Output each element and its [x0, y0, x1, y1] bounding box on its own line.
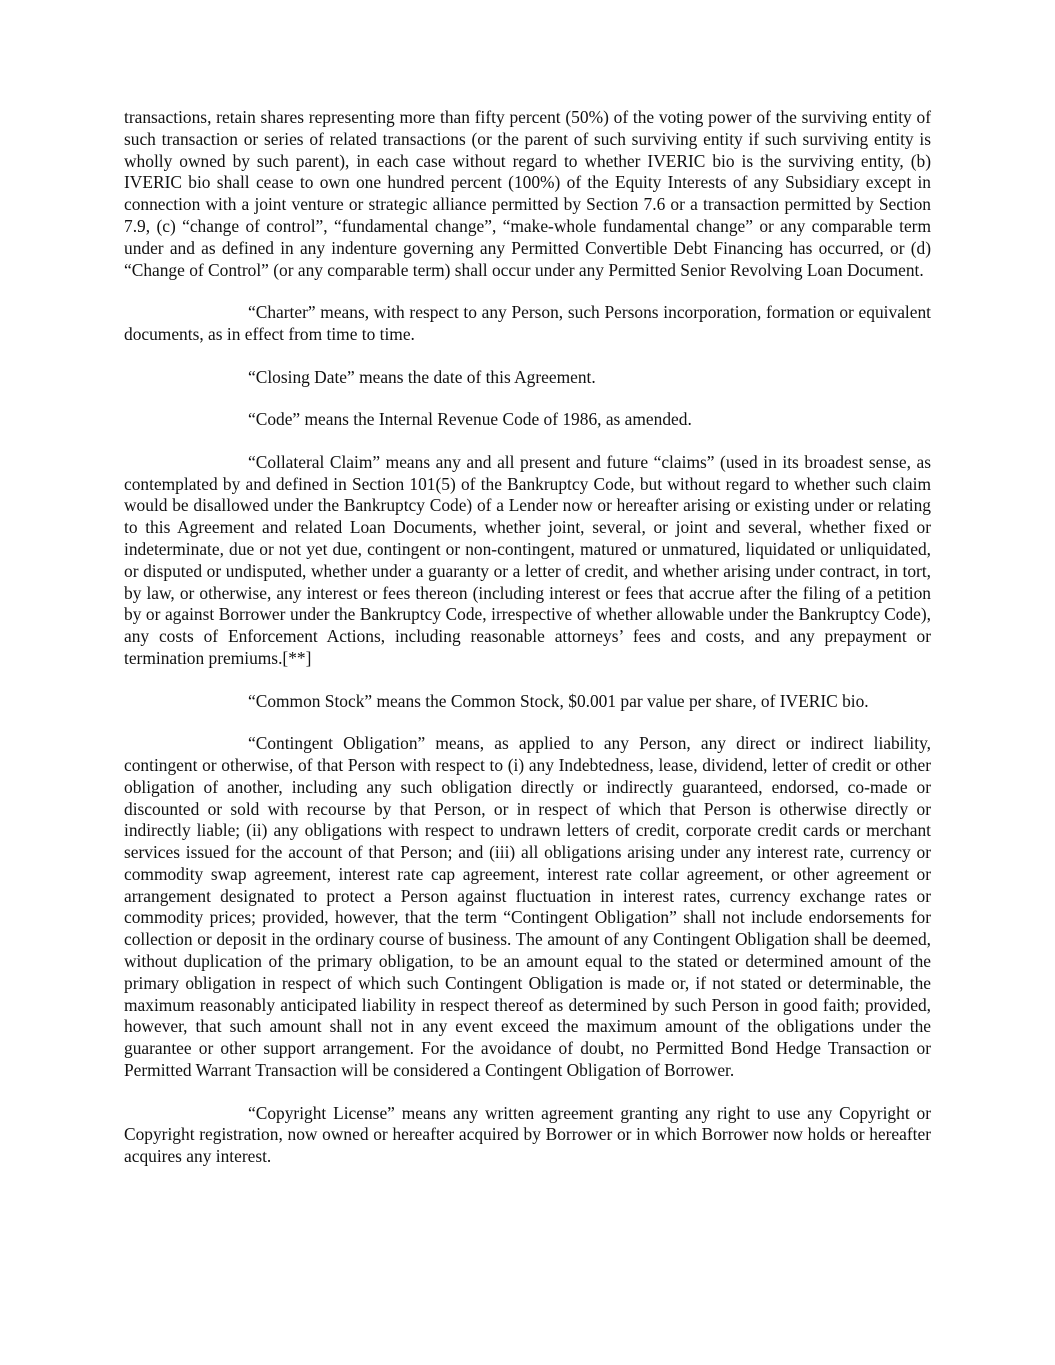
paragraph-copyright-license: “Copyright License” means any written agreement granting any right to use any Copyright or Copyright registration, now owned or hereafter acquired by Borrower or in which Borrower now holds or hereafter acquires any interest.	[124, 1102, 931, 1167]
paragraph-common-stock: “Common Stock” means the Common Stock, $0.001 par value per share, of IVERIC bio.	[248, 690, 869, 711]
paragraph-contingent-obligation: “Contingent Obligation” means, as applied to any Person, any direct or indirect liability, contingent or otherwise, of that Person with respect to (i) any Indebtedness, lease, dividend, letter of credit or other obligation of another, including any such obligation directly or indirectly guaranteed, endorsed, co-made or discounted or sold with recourse by that Person, or in respect of which that Person is otherwise directly or indirectly liable; (ii) any obligations with respect to undrawn letters of credit, corporate credit cards or merchant services issued for the account of that Person; and (iii) all obligations arising under any interest rate, currency or commodity swap agreement, interest rate cap agreement, interest rate collar agreement, or other agreement or arrangement designated to protect a Person against fluctuation in interest rates, currency exchange rates or commodity prices; provided, however, that the term “Contingent Obligation” shall not include endorsements for collection or deposit in the ordinary course of business. The amount of any Contingent Obligation shall be deemed, without duplication of the primary obligation, to be an amount equal to the stated or determined amount of the primary obligation in respect of which such Contingent Obligation is made or, if not stated or determinable, the maximum reasonably anticipated liability in respect thereof as determined by such Person in good faith; provided, however, that such amount shall not in any event exceed the maximum amount of the obligations under the guarantee or other support arrangement. For the avoidance of doubt, no Permitted Bond Hedge Transaction or Permitted Warrant Transaction will be considered a Contingent Obligation of Borrower.	[124, 733, 931, 1081]
paragraph-code: “Code” means the Internal Revenue Code of 1986, as amended.	[248, 409, 692, 430]
document-page	[124, 107, 931, 1189]
paragraph-closing-date: “Closing Date” means the date of this Agreement.	[248, 366, 596, 387]
paragraph-collateral-claim: “Collateral Claim” means any and all present and future “claims” (used in its broadest sense, as contemplated by and defined in Section 101(5) of the Bankruptcy Code, but without regard to whether such claim would be disallowed under the Bankruptcy Code) of a Lender now or hereafter arising or existing under or relating to this Agreement and related Loan Documents, whether joint, several, or joint and several, whether fixed or indeterminate, due or not yet due, contingent or non-contingent, matured or unmatured, liquidated or unliquidated, or disputed or undisputed, whether under a guaranty or a letter of credit, and whether arising under contract, in tort, by law, or otherwise, any interest or fees thereon (including interest or fees that accrue after the filing of a petition by or against Borrower under the Bankruptcy Code, irrespective of whether allowable under the Bankruptcy Code), any costs of Enforcement Actions, including reasonable attorneys’ fees and costs, and any prepayment or termination premiums.[**]	[124, 451, 931, 668]
paragraph-change-of-control-continued: transactions, retain shares representing more than fifty percent (50%) of the voting power of the surviving entity of such transaction or series of related transactions (or the parent of such surviving entity if such surviving entity is wholly owned by such parent), in each case without regard to whether IVERIC bio is the surviving entity, (b) IVERIC bio shall cease to own one hundred percent (100%) of the Equity Interests of any Subsidiary except in connection with a joint venture or strategic alliance permitted by Section 7.6 or a transaction permitted by Section 7.9, (c) “change of control”, “fundamental change”, “make-whole fundamental change” or any comparable term under and as defined in any indenture governing any Permitted Convertible Debt Financing has occurred, or (d) “Change of Control” (or any comparable term) shall occur under any Permitted Senior Revolving Loan Document.	[124, 107, 931, 280]
paragraph-charter: “Charter” means, with respect to any Person, such Persons incorporation, formation or equivalent documents, as in effect from time to time.	[124, 302, 931, 344]
